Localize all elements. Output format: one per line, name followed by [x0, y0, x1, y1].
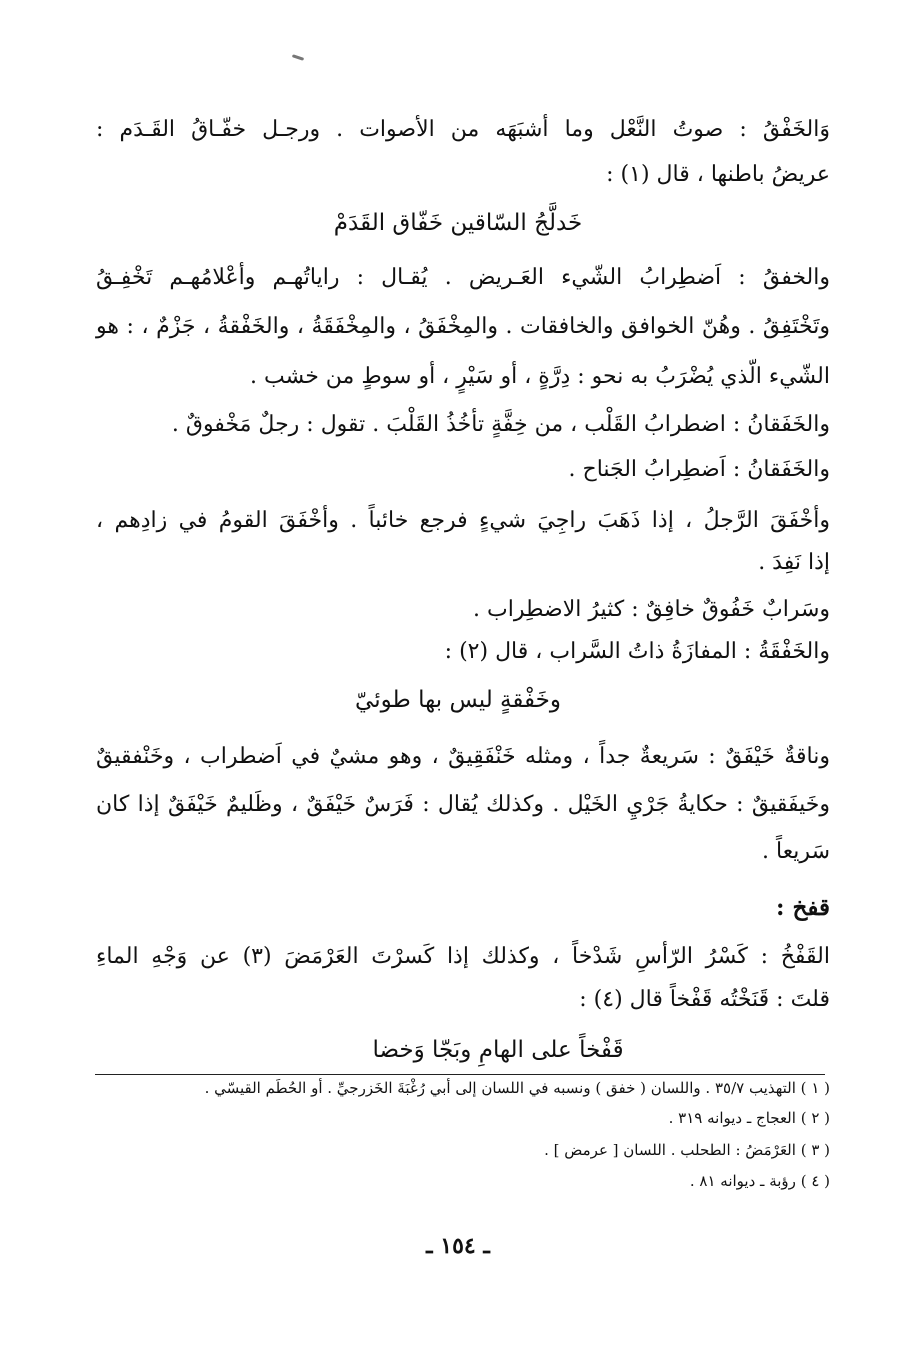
text-line: القَفْخُ : كَسْرُ الرّأسِ شَدْخاً ، وكذلك إذا كَسرْتَ العَرْمَضَ (٣) عن وَجْهِ الماءِ [96, 944, 830, 969]
text-line: والخَفْقَةُ : المفازَةُ ذاتُ السَّراب ، قال (٢) : [444, 639, 830, 664]
page-number: ـ ١٥٤ ـ [426, 1233, 490, 1259]
text-line: وتَخْتَفِقُ . وهُنّ الخوافق والخافقات . والمِخْفَقُ ، والمِخْفَقَةُ ، والخَفْقةُ ، جَزْمٌ ، : هو [96, 314, 830, 339]
text-line: وسَرابٌ خَفُوقٌ خافِقٌ : كثيرُ الاضطِراب . [473, 597, 830, 622]
text-line: والخفقُ : اَضطِرابُ الشّيء العَـريض . يُقـال : راياتُهـم وأعْلامُهـم تَخْفِـقُ [96, 265, 830, 290]
verse-line: وخَفْقةٍ ليس بها طوئيّ [355, 687, 561, 713]
text-line: عريضُ باطنها ، قال (١) : [606, 162, 830, 187]
verse-line: خَدلَّجُ السّاقين خَفّاق القَدَمْ [333, 210, 583, 236]
text-line: وخَيفَقيقٌ : حكايةُ جَرْيِ الخَيْل . وكذلك يُقال : فَرَسٌ خَيْفَقٌ ، وظَليمٌ خَيْفَقٌ إذا كان [96, 792, 830, 817]
footnote: ( ٤ ) رؤبة ـ ديوانه ٨١ . [689, 1172, 830, 1190]
text-line: إذا نَفِدَ . [758, 550, 830, 575]
text-line: وناقةٌ خَيْفَقٌ : سَريعةٌ جداً ، ومثله خَنْفَقِيقٌ ، وهو مشيٌ في اَضطراب ، وخَنْفقيقٌ [96, 744, 830, 769]
footnote: ( ٣ ) العَرْمَضُ : الطحلب . اللسان [ عرمض ] . [544, 1141, 830, 1159]
text-line: والخَفَقانُ : اضطرابُ القَلْب ، من خِفَّةٍ تأخُذُ القَلْبَ . تقول : رجلٌ مَخْفوقٌ . [171, 412, 830, 437]
text-line: سَريعاً . [762, 839, 830, 864]
footnote: ( ١ ) التهذيب ٣٥/٧ . واللسان ( خفق ) ونسبه في اللسان إلى أبي رُغْبَةَ الخَزرجيِّ . أو الحُطَم القيسّي . [204, 1079, 830, 1097]
text-line: قلتَ : قَنَخْتُه قَفْخاً قال (٤) : [579, 987, 830, 1012]
footnote: ( ٢ ) العجاج ـ ديوانه ٣١٩ . [668, 1109, 830, 1127]
scan-speck [292, 54, 304, 61]
text-line: والخَفَقانُ : اَضطِرابُ الجَناح . [568, 457, 830, 482]
verse-line: قَفْخاً على الهامِ وبَجّا وَخضا [372, 1037, 624, 1063]
text-line: وأخْفَقَ الرَّجلُ ، إذا ذَهَبَ راجِيَ شيءٍ فرجع خائباً . وأخْفَقَ القومُ في زادِهم ، [96, 508, 830, 533]
entry-heading: قفخ : [776, 894, 830, 921]
text-line: الشّيء الّذي يُضْرَبُ به نحو : دِرَّةٍ ، أو سَيْرٍ ، أو سوطٍ من خشب . [249, 364, 830, 389]
footnote-divider [95, 1074, 825, 1075]
text-line: وَالخَفْقُ : صوتُ النَّعْل وما أشبَهَه من الأصوات . ورجـل خفّـاقُ القَـدَم : [96, 117, 830, 142]
